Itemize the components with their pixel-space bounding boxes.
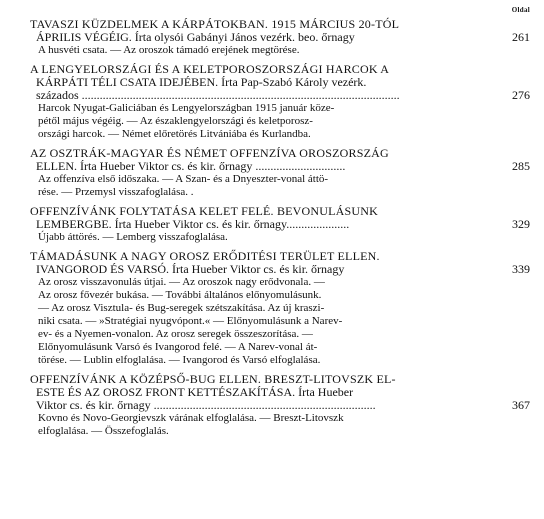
toc-entry <box>30 373 530 438</box>
toc-entry <box>30 205 530 244</box>
entry-summary-line: Újabb áttörés. — Lemberg visszafoglalása. <box>38 231 228 243</box>
entry-summary-line: — Az orosz Visztula- és Bug-seregek szétszakítása. Az új kraszi- <box>38 302 325 314</box>
entry-title-line: TÁMADÁSUNK A NAGY OROSZ ERŐDITÉSI TERÜLET ELLEN. <box>30 249 380 263</box>
entry-summary-line: törése. — Lublin elfoglalása. — Ivangorod és Varsó elfoglalása. <box>38 354 321 366</box>
entry-title-line: AZ OSZTRÁK-MAGYAR ÉS NÉMET OFFENZÍVA OROSZORSZÁG <box>30 146 389 160</box>
entry-title-line: ESTE ÉS AZ OROSZ FRONT KETTÉSZAKÍTÁSA. Írta Hueber <box>36 385 354 399</box>
entry-summary-line: Az orosz fővezér bukása. — További általános előnyomulásunk. <box>38 289 322 301</box>
entry-title-line: A LENGYELORSZÁGI ÉS A KELETPOROSZORSZÁGI HARCOK A <box>30 62 390 76</box>
entry-summary-line: Harcok Nyugat-Galiciában és Lengyelországban 1915 január köze- <box>38 102 335 114</box>
entry-author-text: LEMBERGBE. Írta Hueber Viktor cs. és kir. őrnagy..................... <box>36 218 350 231</box>
toc-entry <box>30 250 530 367</box>
entry-title-line: OFFENZÍVÁNK A KÖZÉPSŐ-BUG ELLEN. BRESZT-LITOVSZK EL- <box>30 372 396 386</box>
toc-entries <box>30 18 530 438</box>
entry-summary-line: országi harcok. — Német előretörés Litvániába és Kurlandba. <box>38 128 311 140</box>
entry-author-line <box>30 263 530 276</box>
entry-summary-line: Kovno és Novo-Georgievszk várának elfoglalása. — Breszt-Litovszk <box>38 412 344 424</box>
entry-title-line: TAVASZI KÜZDELMEK A KÁRPÁTOKBAN. 1915 MÁRCIUS 20-TÓL <box>30 17 400 31</box>
toc-entry <box>30 147 530 199</box>
entry-title-line: KÁRPÁTI TÉLI CSATA IDEJÉBEN. Írta Pap-Szabó Károly vezérk. <box>36 75 367 89</box>
entry-summary-line: pétől május végéig. — Az északlengyelországi és keletporosz- <box>38 115 313 127</box>
toc-entry <box>30 18 530 57</box>
entry-author-line <box>30 160 530 173</box>
entry-summary-line: Előnyomulásunk Varsó és Ivangorod felé. — A Narev-vonal át- <box>38 341 318 353</box>
entry-summary-line: elfoglalása. — Összefoglalás. <box>38 425 169 437</box>
entry-summary-line: ev- és a Nyemen-vonalon. Az orosz seregek összeszorítása. — <box>38 328 313 340</box>
entry-author-line <box>30 89 530 102</box>
entry-author-text: IVANGOROD ÉS VARSÓ. Írta Hueber Viktor cs. és kir. őrnagy <box>36 262 345 276</box>
entry-author-text: ELLEN. Írta Hueber Viktor cs. és kir. őrnagy .............................. <box>36 160 346 173</box>
entry-author-line <box>30 218 530 231</box>
page-number: 329 <box>512 218 530 231</box>
entry-author-text: Viktor cs. és kir. őrnagy .......................................................................... <box>36 399 376 412</box>
entry-author-line: ÁPRILIS VÉGÉIG. Írta olysói Gabányi János vezérk. beo. őrnagy <box>36 30 355 44</box>
entry-title-line: OFFENZÍVÁNK FOLYTATÁSA KELET FELÉ. BEVONULÁSUNK <box>30 204 379 218</box>
entry-author-line <box>30 399 530 412</box>
toc-entry <box>30 63 530 141</box>
page-number: 285 <box>512 160 530 173</box>
entry-title-line <box>30 31 530 44</box>
entry-leader-text: százados .......................................................................................................... <box>36 89 400 102</box>
entry-summary-line: rése. — Przemysl visszafoglalása. . <box>38 186 194 198</box>
page-number: 276 <box>512 89 530 102</box>
page-number: 339 <box>512 262 530 276</box>
page-number: 261 <box>512 30 530 44</box>
page-number: 367 <box>512 399 530 412</box>
entry-summary-line: Az orosz visszavonulás útjai. — Az oroszok nagy erődvonala. — <box>38 276 325 288</box>
entry-summary-line: Az offenzíva első időszaka. — A Szan- és a Dnyeszter-vonal áttö- <box>38 173 329 185</box>
oldal-column-header: Oldal <box>511 6 530 14</box>
entry-summary-line: A husvéti csata. — Az oroszok támadó erejének megtörése. <box>38 44 300 56</box>
entry-summary-line: niki csata. — »Stratégiai nyugvópont.« — Előnyomulásunk a Narev- <box>38 315 343 327</box>
